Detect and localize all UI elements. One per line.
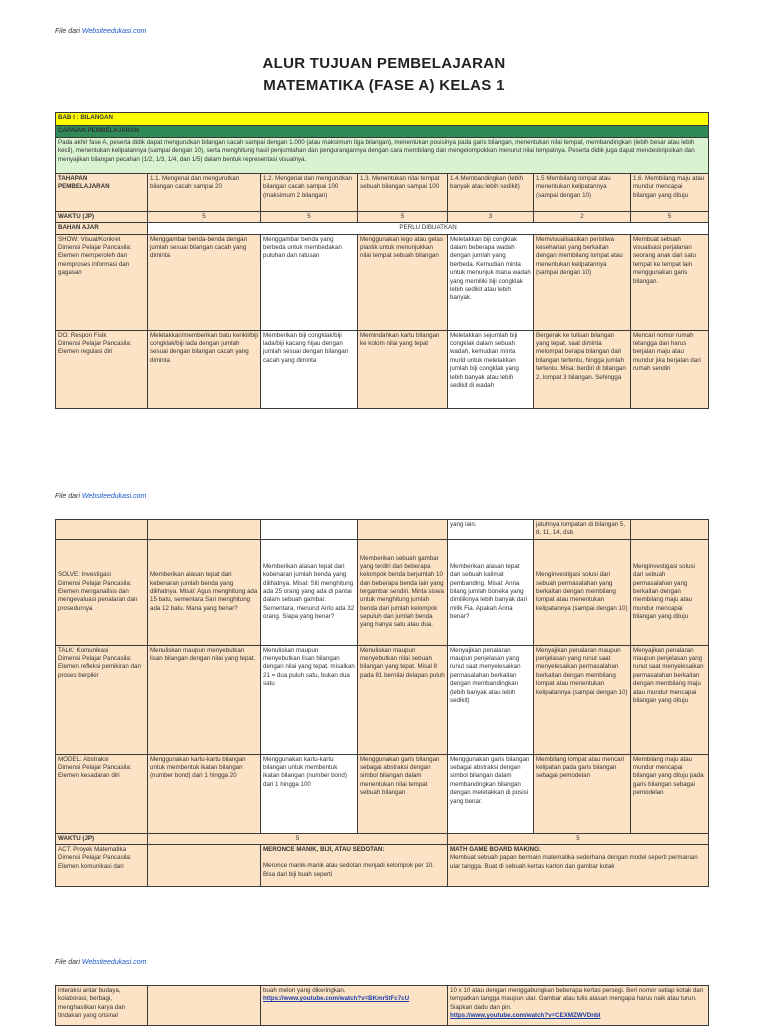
waktu-value: 2: [534, 212, 631, 223]
waktu-value: 5: [631, 212, 709, 223]
continuation-cell: [148, 520, 261, 540]
activity-cell: Menggunakan kartu-kartu bilangan untuk membentuk ikatan bilangan (number bond) dari 1 hingga 20: [148, 754, 261, 833]
tujuan-cell: 1.4.Membandingkan (lebih banyak atau lebih sedikit): [448, 174, 534, 212]
activity-cell: Menyajikan penalaran maupun penjelasan yang runut saat menyelesaikan permasalahan berkaitan dengan membilang lompat atau menentukan kelipatannya (sampai dengan 10): [534, 645, 631, 754]
waktu-value: 5: [261, 212, 358, 223]
waktu-label: WAKTU (JP): [56, 212, 148, 223]
source-line: [55, 493, 146, 500]
bahan-ajar-note: PERLU DIBUATKAN: [148, 223, 709, 234]
source-line: [55, 28, 146, 35]
source-prefix: File dari: [55, 28, 82, 35]
activity-cell: Memindahkan kartu bilangan ke kolom nilai yang tepat: [358, 330, 448, 408]
bab-header: BAB I : BILANGAN: [56, 113, 709, 126]
tujuan-cell: 1.1. Mengenal dan mengurutkan bilangan cacah sampai 20: [148, 174, 261, 212]
activity-cell: Menyajikan penalaran maupun penjelasan yang runut saat menyelesaikan permasalahan berkaitan dengan membilang maju atau mundur mencapai bilangan yang dituju: [631, 645, 709, 754]
continuation-label: [56, 520, 148, 540]
source-prefix: File dari: [55, 959, 82, 966]
activity-cell: Menginvestigasi solusi dari sebuah permasalahan yang berkaitan dengan membilang lompat atau menentukan kelipatannya (sampai dengan 10): [534, 539, 631, 645]
activity-cell: Menginvestigasi solusi dari sebuah permasalahan yang berkaitan dengan membilang maju atau mundur mencapai bilangan yang dituju: [631, 539, 709, 645]
activity-cell: Memberikan biji congklak/biji lada/biji kacang hijau dengan jumlah sesuai dengan bilangan cacah yang diminta: [261, 330, 358, 408]
bahan-ajar-label: BAHAN AJAR: [56, 223, 148, 234]
activity-cell: Menggunakan lego atau gelas plastik untuk menunjukkan nilai tempat sebuah bilangan: [358, 234, 448, 330]
activity-cell: Meletakkan/memberikan batu kerikil/biji congklak/biji lada dengan jumlah sesuai dengan bilangan cacah yang diminta: [148, 330, 261, 408]
waktu-value: 3: [448, 212, 534, 223]
activity-cell: Membuat sebuah visualisasi perjalanan seorang anak dari satu tempat ke tempat lain menggunakan garis bilangan.: [631, 234, 709, 330]
row-label-act-cont: interaksi antar budaya, kolaborasi, berbagi, menghasilkan karya dan tindakan yang orisinal: [56, 986, 148, 1026]
row-label-model: MODEL: Abstraksi Dimensi Pelajar Pancasila: Elemen kesadaran diri: [56, 754, 148, 833]
youtube-link[interactable]: https://www.youtube.com/watch?v=CEXMZWVDnbI: [450, 1012, 601, 1020]
activity-cell: Meletakkan sejumlah biji congklak dalam sebuah wadah, kemudian minta murid untuk meletakkan jumlah biji congklak yang lebih banyak atau lebih sedikit di wadah: [448, 330, 534, 408]
waktu-value: 5: [148, 212, 261, 223]
activity-cell: Membilang maju atau mundur mencapai bilangan yang dituju pada garis bilangan sebagai pemodelan: [631, 754, 709, 833]
continuation-cell: [631, 520, 709, 540]
activity-cell: Bergerak ke tulisan bilangan yang tepat, saat diminta melompat berapa bilangan dari bilangan tertentu, hingga jumlah tertentu. Misa: berdiri di bilangan 2, lompat 3 bilangan. Sehingga: [534, 330, 631, 408]
continuation-cell: yang lain.: [448, 520, 534, 540]
continuation-cell: [261, 520, 358, 540]
activity-cell: Menggunakan garis bilangan sebagai abstraksi dengan simbol bilangan dalam menentukan nilai tempat sebuah bilangan: [358, 754, 448, 833]
act-project-title: MATH GAME BOARD MAKING:: [450, 846, 541, 854]
activity-cell: Menggunakan garis bilangan sebagai abstraksi dengan simbol bilangan dalam membandingkan bilangan dengan meletakkan di posisi yang benar.: [448, 754, 534, 833]
activity-cell: Meletakkan biji congklak dalam beberapa wadah dengan jumlah yang berbeda. Kemudian minta untuk menunjuk mana wadah yang memiliki biji congklak lebih sedikit atau lebih banyak.: [448, 234, 534, 330]
act-project-gameboard: [448, 845, 709, 887]
activity-cell: Memberikan alasan tepat dari kebenaran jumlah benda yang dilihatnya. Misal: Siti menghitung ada 25 orang yang ada di pantai dalam sebuah gambar. Sementara, menurut Anto ada 32 orang. Siapa yang benar?: [261, 539, 358, 645]
activity-cell: Menyajikan penalaran maupun penjelasan yang runut saat menyelesaikan permasalahan berkaitan dengan membandingkan (lebih banyak atau lebih sedikit): [448, 645, 534, 754]
act-spacer: [148, 986, 261, 1026]
waktu-label: WAKTU (JP): [56, 833, 148, 844]
activity-cell: Menuliskan maupun menyebutkan nilai sebuah bilangan yang tepat. Misal 8 pada 81 bernilai delapan puluh: [358, 645, 448, 754]
act-project-text: 10 x 10 atau dengan menggabungkan beberapa kertas persegi. Beri nomor setiap kotak dan tempatkan tangga maupun ular. Gambar atau tulis alasan mengapa harus naik atau turun. Siapkan dadu dan pin.: [450, 987, 704, 1011]
youtube-link[interactable]: https://www.youtube.com/watch?v=BKmr5tFc7cU: [263, 995, 410, 1003]
waktu-value: 5: [448, 833, 709, 844]
source-link[interactable]: Websiteedukasi.com: [81, 959, 147, 966]
tujuan-cell: 1.6. Membilang maju atau mundur mencapai bilangan yang dituju: [631, 174, 709, 212]
tahapan-label: TAHAPAN PEMBELAJARAN: [56, 174, 148, 212]
page-title: ALUR TUJUAN PEMBELAJARAN: [262, 55, 506, 72]
act-project-meronce-cont: [261, 986, 448, 1026]
activity-cell: Memberikan alasan tepat dari sebuah kalimat pembanding. Misal: Anna bilang jumlah boneka yang dimilikinya lebih banyak dari milik Fia. Apakah Anna benar?: [448, 539, 534, 645]
activity-cell: Mencari nomor rumah tetangga dan harus berjalan maju atau mundur jika berjalan dari rumah sendiri: [631, 330, 709, 408]
row-label-do: DO: Respon Fisik Dimensi Pelajar Pancasila: Elemen regulasi diri: [56, 330, 148, 408]
tujuan-cell: 1.2. Mengenal dan mengurutkan bilangan cacah sampai 100 (maksimum 2 bilangan): [261, 174, 358, 212]
activity-cell: Membilang lompat atau mencari kelipatan pada garis bilangan sebagai pemodelan: [534, 754, 631, 833]
row-label-show: SHOW: Visual/Konkret Dimensi Pelajar Pancasila: Elemen memperoleh dan memproses informasi dan gagasan: [56, 234, 148, 330]
act-spacer: [148, 845, 261, 887]
capaian-text: Pada akhir fase A, peserta didik dapat mengurutkan bilangan cacah sampai dengan 1.000 (atau maksimum tiga bilangan), menentukan posisinya pada garis bilangan, menentukan nilai tempat, membandingkan (lebih besar atau lebih kecil), menentukan kelipatannya (sampai dengan 10), serta menghitung hasil penjumlahan dan pengurangannya dengan cara membilang dan mengelompokkan menurut nilai tempatnya. Peserta didik juga dapat mendeskripsikan dan menyajikan bilangan pecahan (1/2, 1/3, 1/4, dan 1/5) dalam bentuk representasi visualnya.: [56, 138, 709, 174]
waktu-value: 5: [148, 833, 448, 844]
continuation-cell: jatuhnya lompatan di bilangan 5, 8, 11, 14, dsb: [534, 520, 631, 540]
atp-table-page3: [55, 985, 709, 1026]
atp-table-page2: [55, 519, 709, 887]
row-label-act: ACT: Proyek Matematika Dimensi Pelajar Pancasila: Elemen komunikasi dan: [56, 845, 148, 887]
source-prefix: File dari: [55, 493, 82, 500]
continuation-cell: [358, 520, 448, 540]
row-label-solve: SOLVE: Investigasi Dimensi Pelajar Pancasila: Elemen menganalisis dan mengevaluasi penalaran dan prosedurnya: [56, 539, 148, 645]
activity-cell: Menggambar benda-benda dengan jumlah sesuai bilangan cacah yang diminta: [148, 234, 261, 330]
source-link[interactable]: Websiteedukasi.com: [81, 493, 147, 500]
tujuan-cell: 1.3. Menentukan nilai tempat sebuah bilangan sampai 100: [358, 174, 448, 212]
source-line: [55, 959, 146, 966]
act-project-title: MERONCE MANIK, BIJI, ATAU SEDOTAN:: [263, 846, 385, 854]
row-label-talk: TALK: Komunikasi Dimensi Pelajar Pancasila: Elemen refleksi pemikiran dan proses berpikir: [56, 645, 148, 754]
tujuan-cell: 1.5 Membilang lompat atau menentukan kelipatannya (sampai dengan 10): [534, 174, 631, 212]
activity-cell: Menuliskan maupun menyebutkan lisan bilangan dengan nilai yang tepat.: [148, 645, 261, 754]
act-project-text: Membuat sebuah papan bermain matematika sederhana dengan model seperti permainan ular tangga. Buat di sebuah kertas karton dan gambar kotak: [450, 854, 698, 870]
act-project-text: Meronce manik-manik atau sedotan menjadi kelompok per 10. Bisa dari biji buah seperti: [263, 862, 434, 878]
act-project-gameboard-cont: [448, 986, 709, 1026]
activity-cell: Menggambar benda yang berbeda untuk membedakan puluhan dan ratusan: [261, 234, 358, 330]
act-project-meronce: [261, 845, 448, 887]
source-link[interactable]: Websiteedukasi.com: [81, 28, 147, 35]
page-subtitle: MATEMATIKA (FASE A) KELAS 1: [263, 77, 505, 94]
activity-cell: Menuliskan maupun menyebutkan lisan bilangan dengan nilai yang tepat. misalkan 21 = dua puluh satu, bukan dua satu: [261, 645, 358, 754]
activity-cell: Memvisualisasikan peristiwa keseharian yang berkaitan dengan membilang lompat atau menentukan kelipatannya (sampai dengan 10): [534, 234, 631, 330]
act-project-text: buah melon yang dikeringkan.: [263, 987, 346, 994]
activity-cell: Menggunakan kartu-kartu bilangan untuk membentuk ikatan bilangan (number bond) dari 1 hingga 100: [261, 754, 358, 833]
capaian-header: CAPAIAN PEMBELAJARAN: [56, 126, 709, 138]
waktu-value: 5: [358, 212, 448, 223]
activity-cell: Memberikan alasan tepat dari kebenaran jumlah benda yang dilihatnya. Misal: Agus menghitung ada 15 batu, sementara Sari menghitung ada 12 batu. Mana yang benar?: [148, 539, 261, 645]
atp-table-page1: [55, 112, 709, 409]
activity-cell: Memberikan sebuah gambar yang terdiri dari beberapa kelompok benda berjumlah 10 dan beberapa benda lain yang tergambar sendiri. Minta siswa untuk menghitung jumlah benda dari jumlah kelompok sepuluh dan jumlah benda yang hanya satu atau dua.: [358, 539, 448, 645]
